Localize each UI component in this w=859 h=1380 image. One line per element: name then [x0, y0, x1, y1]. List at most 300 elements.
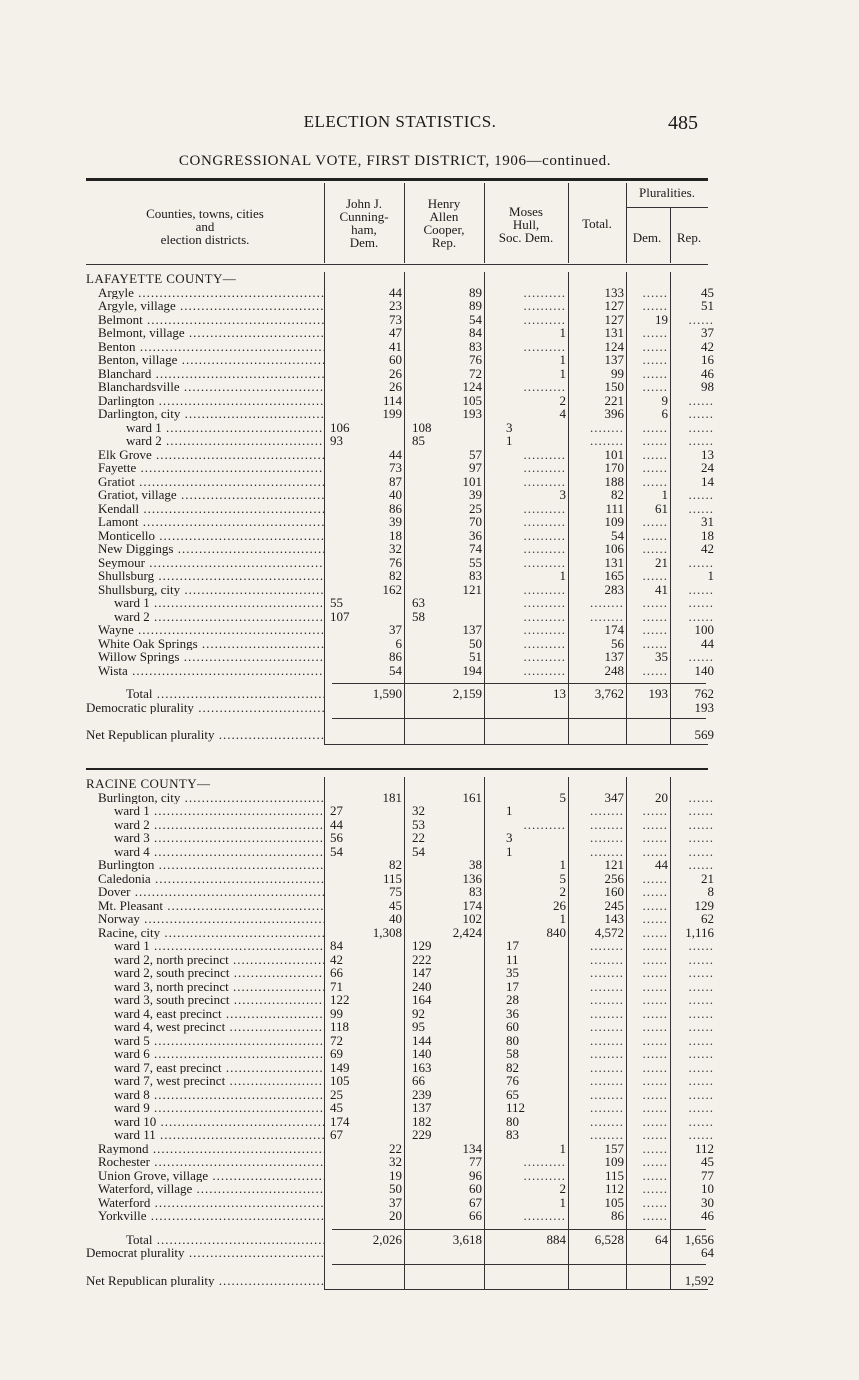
- leader-dots: [215, 1274, 324, 1288]
- cooper-vote: 72: [469, 365, 482, 381]
- hull-vote: 3: [506, 419, 513, 435]
- page-header: [0, 112, 859, 136]
- empty-cell: ..........: [523, 1154, 566, 1169]
- cunningham-vote: 118: [330, 1019, 350, 1034]
- table-row: [86, 662, 714, 678]
- cooper-vote: 240: [412, 978, 432, 994]
- grand-total: 6,528: [594, 1231, 624, 1247]
- rep-plurality: 46: [701, 1208, 714, 1223]
- dem-plurality-row: [86, 699, 714, 715]
- col-cunningham-header: [324, 197, 404, 249]
- row-label: [86, 407, 324, 421]
- hull-vote: 1: [559, 1140, 566, 1156]
- empty-cell: ......: [642, 446, 668, 462]
- row-label-text: Burlington, city: [98, 790, 181, 804]
- hull-vote: 3: [506, 830, 513, 845]
- row-label-text: ward 2, north precinct: [114, 952, 229, 966]
- table-row: [86, 1127, 714, 1142]
- leader-dots: [225, 1074, 324, 1088]
- row-label-text: Benton, village: [98, 353, 178, 367]
- total-vote: 82: [611, 487, 624, 502]
- cunningham-vote: 72: [330, 1032, 343, 1048]
- col-divider: [568, 272, 569, 744]
- empty-cell: ........: [590, 608, 624, 624]
- row-label: [86, 340, 324, 354]
- row-label: [86, 1115, 324, 1129]
- row-label-text: ward 1: [126, 420, 162, 434]
- col-cooper-header: [404, 197, 484, 249]
- table-row: [86, 1100, 714, 1115]
- row-label-text: Monticello: [98, 528, 156, 542]
- cooper-vote: 161: [462, 789, 482, 805]
- rep-plurality: 112: [694, 1140, 714, 1156]
- leader-dots: [208, 1169, 324, 1183]
- row-label-text: Norway: [98, 912, 140, 926]
- table-row: [86, 338, 714, 354]
- empty-cell: ........: [590, 1113, 624, 1129]
- row-label: [86, 664, 324, 678]
- total-vote: 56: [611, 635, 624, 651]
- hull-vote: 2: [559, 1181, 566, 1196]
- table-row: [86, 1154, 714, 1169]
- empty-cell: ..........: [523, 1167, 566, 1183]
- dem-plurality: 19: [655, 311, 668, 327]
- leader-dots: [160, 926, 324, 940]
- cunningham-vote: 44: [389, 284, 402, 300]
- leader-dots: [140, 912, 324, 926]
- cunningham-vote: 71: [330, 978, 343, 994]
- total-vote: 256: [604, 870, 624, 886]
- hull-total: 884: [546, 1231, 566, 1247]
- leader-dots: [225, 1020, 324, 1034]
- empty-cell: ......: [642, 608, 668, 624]
- total-vote: 137: [604, 352, 624, 367]
- rep-plurality: 31: [701, 514, 714, 529]
- county-heading-label: LAFAYETTE COUNTY—: [86, 272, 237, 286]
- empty-cell: ........: [590, 1127, 624, 1142]
- hull-vote: 5: [559, 870, 566, 886]
- empty-cell: ......: [642, 514, 668, 529]
- empty-cell: ........: [590, 816, 624, 832]
- row-label-text: New Diggings: [98, 542, 174, 556]
- hull-vote: 17: [506, 978, 519, 994]
- leader-dots: [150, 818, 324, 832]
- table-row: [86, 1113, 714, 1129]
- cunningham-vote: 18: [389, 527, 402, 543]
- leader-dots: [185, 1246, 324, 1260]
- row-label: [86, 953, 324, 967]
- col-divider: [568, 777, 569, 1289]
- cooper-vote: 129: [412, 938, 432, 953]
- row-label-text: ward 1: [114, 804, 150, 818]
- row-label: [86, 1128, 324, 1142]
- dem-plurality: 9: [661, 392, 668, 408]
- cunningham-vote: 82: [389, 857, 402, 872]
- dem-plurality-label: Democrat plurality: [86, 1246, 185, 1260]
- empty-cell: ......: [688, 311, 714, 327]
- total-label: Total: [126, 687, 153, 701]
- row-label: [86, 1182, 324, 1196]
- table-row: [86, 433, 714, 448]
- cooper-vote: 22: [412, 830, 425, 845]
- row-label: [86, 461, 324, 475]
- table-row: [86, 884, 714, 899]
- cunningham-vote: 19: [389, 1167, 402, 1183]
- empty-cell: ........: [590, 1059, 624, 1075]
- col-cunningham-line3: ham,: [351, 222, 377, 237]
- rep-plurality: 42: [701, 338, 714, 354]
- cooper-vote: 144: [412, 1032, 432, 1048]
- leader-dots: [198, 637, 324, 651]
- empty-cell: ......: [642, 884, 668, 899]
- page-number: 485: [668, 112, 698, 134]
- cunningham-vote: 54: [330, 843, 343, 859]
- cooper-vote: 83: [469, 884, 482, 899]
- total-vote: 160: [604, 884, 624, 899]
- leader-dots: [150, 1155, 324, 1169]
- empty-cell: ......: [642, 830, 668, 845]
- col-area-line2: and: [195, 219, 215, 234]
- empty-cell: ......: [642, 1032, 668, 1048]
- cooper-vote: 38: [469, 857, 482, 872]
- empty-cell: ......: [688, 789, 714, 805]
- empty-cell: ......: [688, 843, 714, 859]
- empty-cell: ......: [688, 951, 714, 967]
- col-cunningham-line4: Dem.: [349, 235, 379, 250]
- sum-rule: [324, 744, 708, 745]
- empty-cell: ......: [688, 500, 714, 516]
- row-label: [86, 448, 324, 462]
- total-vote: 115: [604, 1167, 624, 1183]
- cooper-vote: 134: [462, 1140, 482, 1156]
- leader-dots: [173, 542, 324, 556]
- row-label: [86, 1020, 324, 1034]
- table-row: [86, 1181, 714, 1196]
- total-vote: 347: [604, 789, 624, 805]
- empty-cell: ........: [590, 1005, 624, 1021]
- empty-cell: ........: [590, 843, 624, 859]
- cunningham-vote: 41: [389, 338, 402, 354]
- empty-cell: ........: [590, 965, 624, 980]
- row-label-text: Benton: [98, 339, 136, 353]
- row-label-text: Elk Grove: [98, 447, 152, 461]
- leader-dots: [136, 340, 324, 354]
- row-label: [86, 1047, 324, 1061]
- hull-vote: 11: [506, 951, 519, 967]
- empty-cell: ......: [688, 1046, 714, 1061]
- empty-cell: ......: [642, 938, 668, 953]
- row-label: [86, 831, 324, 845]
- row-label-text: Darlington: [98, 393, 155, 407]
- table-row: [86, 500, 714, 516]
- empty-cell: ..........: [523, 298, 566, 313]
- leader-dots: [150, 804, 324, 818]
- hull-vote: 1: [559, 857, 566, 872]
- leader-dots: [150, 1047, 324, 1061]
- row-label: [86, 367, 324, 381]
- cooper-vote: 89: [469, 284, 482, 300]
- row-label-text: ward 4, east precinct: [114, 1006, 222, 1020]
- total-row: [86, 1231, 714, 1247]
- rep-plurality: 18: [701, 527, 714, 543]
- cunningham-vote: 26: [389, 365, 402, 381]
- col-divider: [670, 272, 671, 744]
- table-row: [86, 1005, 714, 1021]
- cooper-vote: 74: [469, 541, 482, 556]
- total-label: Total: [126, 1232, 153, 1246]
- empty-cell: ......: [642, 978, 668, 994]
- leader-dots: [150, 610, 324, 624]
- table-row: [86, 392, 714, 408]
- table-title: CONGRESSIONAL VOTE, FIRST DISTRICT, 1906—continued.: [178, 153, 612, 169]
- cooper-vote: 39: [469, 487, 482, 502]
- cunningham-vote: 23: [389, 298, 402, 313]
- leader-dots: [180, 380, 324, 394]
- col-divider: [324, 777, 325, 1289]
- hull-vote: 60: [506, 1019, 519, 1034]
- row-label-text: ward 10: [114, 1114, 157, 1128]
- row-label-text: ward 2, south precinct: [114, 966, 230, 980]
- empty-cell: ........: [590, 1086, 624, 1102]
- row-label: [86, 637, 324, 651]
- row-label-text: Caledonia: [98, 871, 151, 885]
- row-label: [86, 1209, 324, 1223]
- total-vote: 157: [604, 1140, 624, 1156]
- table-row: [86, 527, 714, 543]
- empty-cell: ......: [642, 365, 668, 381]
- row-label-text: Belmont, village: [98, 326, 185, 340]
- row-label-text: Racine, city: [98, 925, 161, 939]
- cooper-vote: 102: [462, 911, 482, 926]
- hull-vote: 112: [506, 1100, 526, 1115]
- leader-dots: [138, 515, 324, 529]
- hull-vote: 1: [559, 352, 566, 367]
- cunningham-vote: 199: [382, 406, 402, 421]
- row-label: [86, 912, 324, 926]
- empty-cell: ........: [590, 1073, 624, 1088]
- hull-vote: 1: [559, 365, 566, 381]
- sum-rule: [332, 683, 706, 684]
- cunningham-vote: 39: [389, 514, 402, 529]
- row-label: [86, 858, 324, 872]
- total-vote: 106: [604, 541, 624, 556]
- cooper-vote: 67: [469, 1194, 482, 1210]
- row-label: [86, 434, 324, 448]
- empty-cell: ........: [590, 595, 624, 610]
- table-row: [86, 1140, 714, 1156]
- empty-cell: ........: [590, 419, 624, 435]
- total-vote: 131: [604, 325, 624, 340]
- empty-cell: ..........: [523, 379, 566, 394]
- table-row: [86, 1046, 714, 1061]
- row-label-text: Blanchard: [98, 366, 152, 380]
- col-hull-header: [484, 205, 568, 244]
- cooper-vote: 60: [469, 1181, 482, 1196]
- hull-vote: 80: [506, 1032, 519, 1048]
- net-plurality-value: 1,592: [684, 1272, 714, 1288]
- empty-cell: ......: [688, 1032, 714, 1048]
- rep-plurality: 100: [694, 622, 714, 637]
- row-label: [86, 353, 324, 367]
- empty-cell: ......: [642, 1113, 668, 1129]
- row-label: [86, 926, 324, 940]
- pluralities-rule: [626, 207, 708, 208]
- row-label: [86, 313, 324, 327]
- total-vote: 54: [611, 527, 624, 543]
- leader-dots: [150, 1196, 324, 1210]
- leader-dots: [150, 845, 324, 859]
- empty-cell: ......: [642, 803, 668, 818]
- hull-vote: 76: [506, 1073, 519, 1088]
- empty-cell: ..........: [523, 338, 566, 354]
- total-vote: 105: [604, 1194, 624, 1210]
- row-label: [86, 1101, 324, 1115]
- row-label: [86, 1074, 324, 1088]
- row-label-text: Mt. Pleasant: [98, 898, 163, 912]
- cunningham-vote: 25: [330, 1086, 343, 1102]
- rep-plurality: 8: [707, 884, 714, 899]
- row-label: [86, 1155, 324, 1169]
- cooper-vote: 57: [469, 446, 482, 462]
- total-vote: 127: [604, 298, 624, 313]
- cunningham-vote: 66: [330, 965, 343, 980]
- hull-vote: 80: [506, 1113, 519, 1129]
- table-row: [86, 406, 714, 421]
- table-row: [86, 938, 714, 953]
- empty-cell: ......: [688, 1113, 714, 1129]
- row-label-text: ward 7, west precinct: [114, 1074, 226, 1088]
- col-divider: [404, 272, 405, 744]
- leader-dots: [180, 407, 324, 421]
- col-cooper-line3: Cooper,: [423, 222, 465, 237]
- row-label-text: ward 2: [114, 609, 150, 623]
- table-row: [86, 789, 714, 805]
- col-dem-header: Dem.: [632, 230, 662, 245]
- cunningham-vote: 86: [389, 500, 402, 516]
- row-label-text: ward 1: [114, 596, 150, 610]
- cunningham-vote: 76: [389, 554, 402, 570]
- empty-cell: ......: [642, 622, 668, 637]
- row-label: [86, 791, 324, 805]
- total-vote: 124: [604, 338, 624, 354]
- leader-dots: [155, 529, 324, 543]
- grand-total: 3,762: [594, 686, 624, 701]
- table-row: [86, 514, 714, 529]
- empty-cell: ......: [688, 992, 714, 1007]
- cooper-vote: 147: [412, 965, 432, 980]
- row-label-text: Waterford, village: [98, 1182, 193, 1196]
- cunningham-vote: 37: [389, 622, 402, 637]
- cooper-vote: 36: [469, 527, 482, 543]
- empty-cell: ........: [590, 1019, 624, 1034]
- row-label-text: ward 7, east precinct: [114, 1060, 222, 1074]
- empty-cell: ......: [642, 1100, 668, 1115]
- table-row: [86, 568, 714, 583]
- col-cunningham-line2: Cunning-: [339, 209, 389, 224]
- leader-dots: [150, 1101, 324, 1115]
- hull-vote: 1: [559, 325, 566, 340]
- cunningham-vote: 54: [389, 662, 402, 678]
- cooper-vote: 164: [412, 992, 432, 1007]
- cooper-vote: 121: [462, 581, 482, 597]
- hull-vote: 1: [559, 1194, 566, 1210]
- cunningham-vote: 162: [382, 581, 402, 597]
- total-vote: 396: [604, 406, 624, 421]
- dem-plurality: 21: [655, 554, 668, 570]
- total-vote: 248: [604, 662, 624, 678]
- row-label: [86, 1196, 324, 1210]
- county-heading: [86, 777, 708, 791]
- cooper-vote: 2,424: [452, 924, 482, 940]
- empty-cell: ..........: [523, 595, 566, 610]
- cooper-vote: 58: [412, 608, 425, 624]
- cooper-vote: 136: [462, 870, 482, 886]
- table-row: [86, 911, 714, 926]
- empty-cell: ......: [642, 1127, 668, 1142]
- table-row: [86, 581, 714, 597]
- cunningham-vote: 55: [330, 595, 343, 610]
- header-bottom-rule: [86, 264, 708, 265]
- row-label-text: Argyle, village: [98, 299, 176, 313]
- cooper-vote: 229: [412, 1127, 432, 1142]
- cooper-vote: 89: [469, 298, 482, 313]
- empty-cell: ........: [590, 803, 624, 818]
- rep-plurality: 45: [701, 284, 714, 300]
- cooper-vote: 163: [412, 1059, 432, 1075]
- row-label-text: ward 3, south precinct: [114, 993, 230, 1007]
- row-label-text: ward 6: [114, 1047, 150, 1061]
- rep-plurality: 42: [701, 541, 714, 556]
- leader-dots: [156, 1115, 324, 1129]
- rep-plurality: 140: [694, 662, 714, 678]
- row-label-text: ward 4, west precinct: [114, 1020, 226, 1034]
- empty-cell: ..........: [523, 446, 566, 462]
- row-label-text: Shullsburg: [98, 569, 155, 583]
- empty-cell: ........: [590, 978, 624, 994]
- leader-dots: [177, 353, 324, 367]
- cooper-vote: 95: [412, 1019, 425, 1034]
- total-vote: 283: [604, 581, 624, 597]
- table-row: [86, 649, 714, 664]
- leader-dots: [143, 313, 324, 327]
- empty-cell: ......: [642, 568, 668, 583]
- row-label: [86, 515, 324, 529]
- row-label-text: Shullsburg, city: [98, 582, 181, 596]
- lafayette-section: [86, 272, 714, 752]
- empty-cell: ......: [642, 1005, 668, 1021]
- empty-cell: ......: [688, 608, 714, 624]
- row-label: [86, 845, 324, 859]
- cooper-vote: 70: [469, 514, 482, 529]
- cunningham-vote: 44: [389, 446, 402, 462]
- total-vote: 174: [604, 622, 624, 637]
- cunningham-vote: 107: [330, 608, 350, 624]
- total-vote: 221: [604, 392, 624, 408]
- row-label-text: White Oak Springs: [98, 636, 198, 650]
- cunningham-vote: 40: [389, 911, 402, 926]
- cooper-vote: 55: [469, 554, 482, 570]
- empty-cell: ......: [642, 1019, 668, 1034]
- row-label: [86, 1233, 324, 1247]
- col-divider: [324, 272, 325, 744]
- cunningham-vote: 27: [330, 803, 343, 818]
- cooper-vote: 51: [469, 649, 482, 664]
- hull-vote: 5: [559, 789, 566, 805]
- table-row: [86, 325, 714, 340]
- row-label-text: ward 9: [114, 1101, 150, 1115]
- cooper-vote: 105: [462, 392, 482, 408]
- cooper-vote: 66: [412, 1073, 425, 1088]
